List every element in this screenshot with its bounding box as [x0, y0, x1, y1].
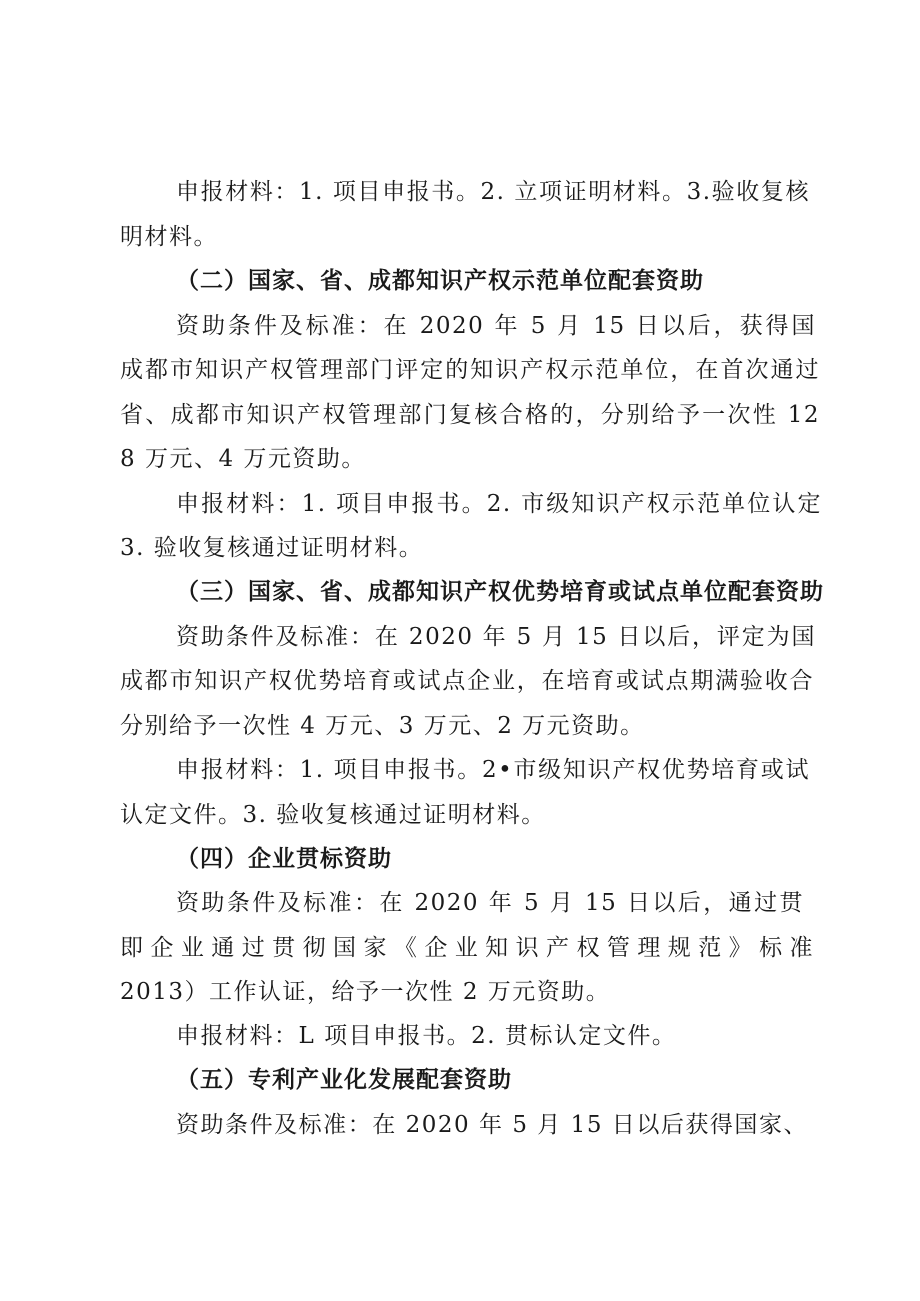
paragraph-line: 申报材料：L 项目申报书。2. 贯标认定文件。 — [176, 1023, 677, 1049]
paragraph-line: 认定文件。3. 验收复核通过证明材料。 — [120, 802, 546, 828]
paragraph-line: 分别给予一次性 4 万元、3 万元、2 万元资助。 — [120, 713, 645, 739]
paragraph-line: 3. 验收复核通过证明材料。 — [120, 535, 424, 561]
paragraph-line: 申报材料：1. 项目申报书。2. 立项证明材料。3.验收复核 — [176, 179, 810, 205]
paragraph-line: 申报材料：1. 项目申报书。2•市级知识产权优势培育或试 — [176, 757, 810, 783]
section-heading-5: （五）专利产业化发展配套资助 — [176, 1067, 512, 1093]
paragraph-line: 资助条件及标准：在 2020 年 5 月 15 日以后，获得国 — [176, 313, 816, 339]
paragraph-line: 2013）工作认证，给予一次性 2 万元资助。 — [120, 979, 611, 1005]
section-heading-3: （三）国家、省、成都知识产权优势培育或试点单位配套资助 — [176, 579, 824, 605]
section-heading-4: （四）企业贯标资助 — [176, 846, 392, 872]
paragraph-line: 明材料。 — [120, 224, 218, 250]
paragraph-line: 即企业通过贯彻国家《企业知识产权管理规范》标准 — [120, 935, 814, 961]
paragraph-line: 8 万元、4 万元资助。 — [120, 446, 366, 472]
paragraph-line: 省、成都市知识产权管理部门复核合格的，分别给予一次性 12 — [120, 402, 820, 428]
paragraph-line: 申报材料：1. 项目申报书。2. 市级知识产权示范单位认定 — [176, 491, 822, 517]
paragraph-line: 成都市知识产权管理部门评定的知识产权示范单位，在首次通过 — [120, 357, 820, 383]
section-heading-2: （二）国家、省、成都知识产权示范单位配套资助 — [176, 268, 704, 294]
paragraph-line: 资助条件及标准：在 2020 年 5 月 15 日以后，评定为国 — [176, 624, 816, 650]
paragraph-line: 资助条件及标准：在 2020 年 5 月 15 日以后获得国家、 — [176, 1112, 808, 1138]
paragraph-line: 资助条件及标准：在 2020 年 5 月 15 日以后，通过贯 — [176, 890, 804, 916]
paragraph-line: 成都市知识产权优势培育或试点企业，在培育或试点期满验收合 — [120, 668, 814, 694]
